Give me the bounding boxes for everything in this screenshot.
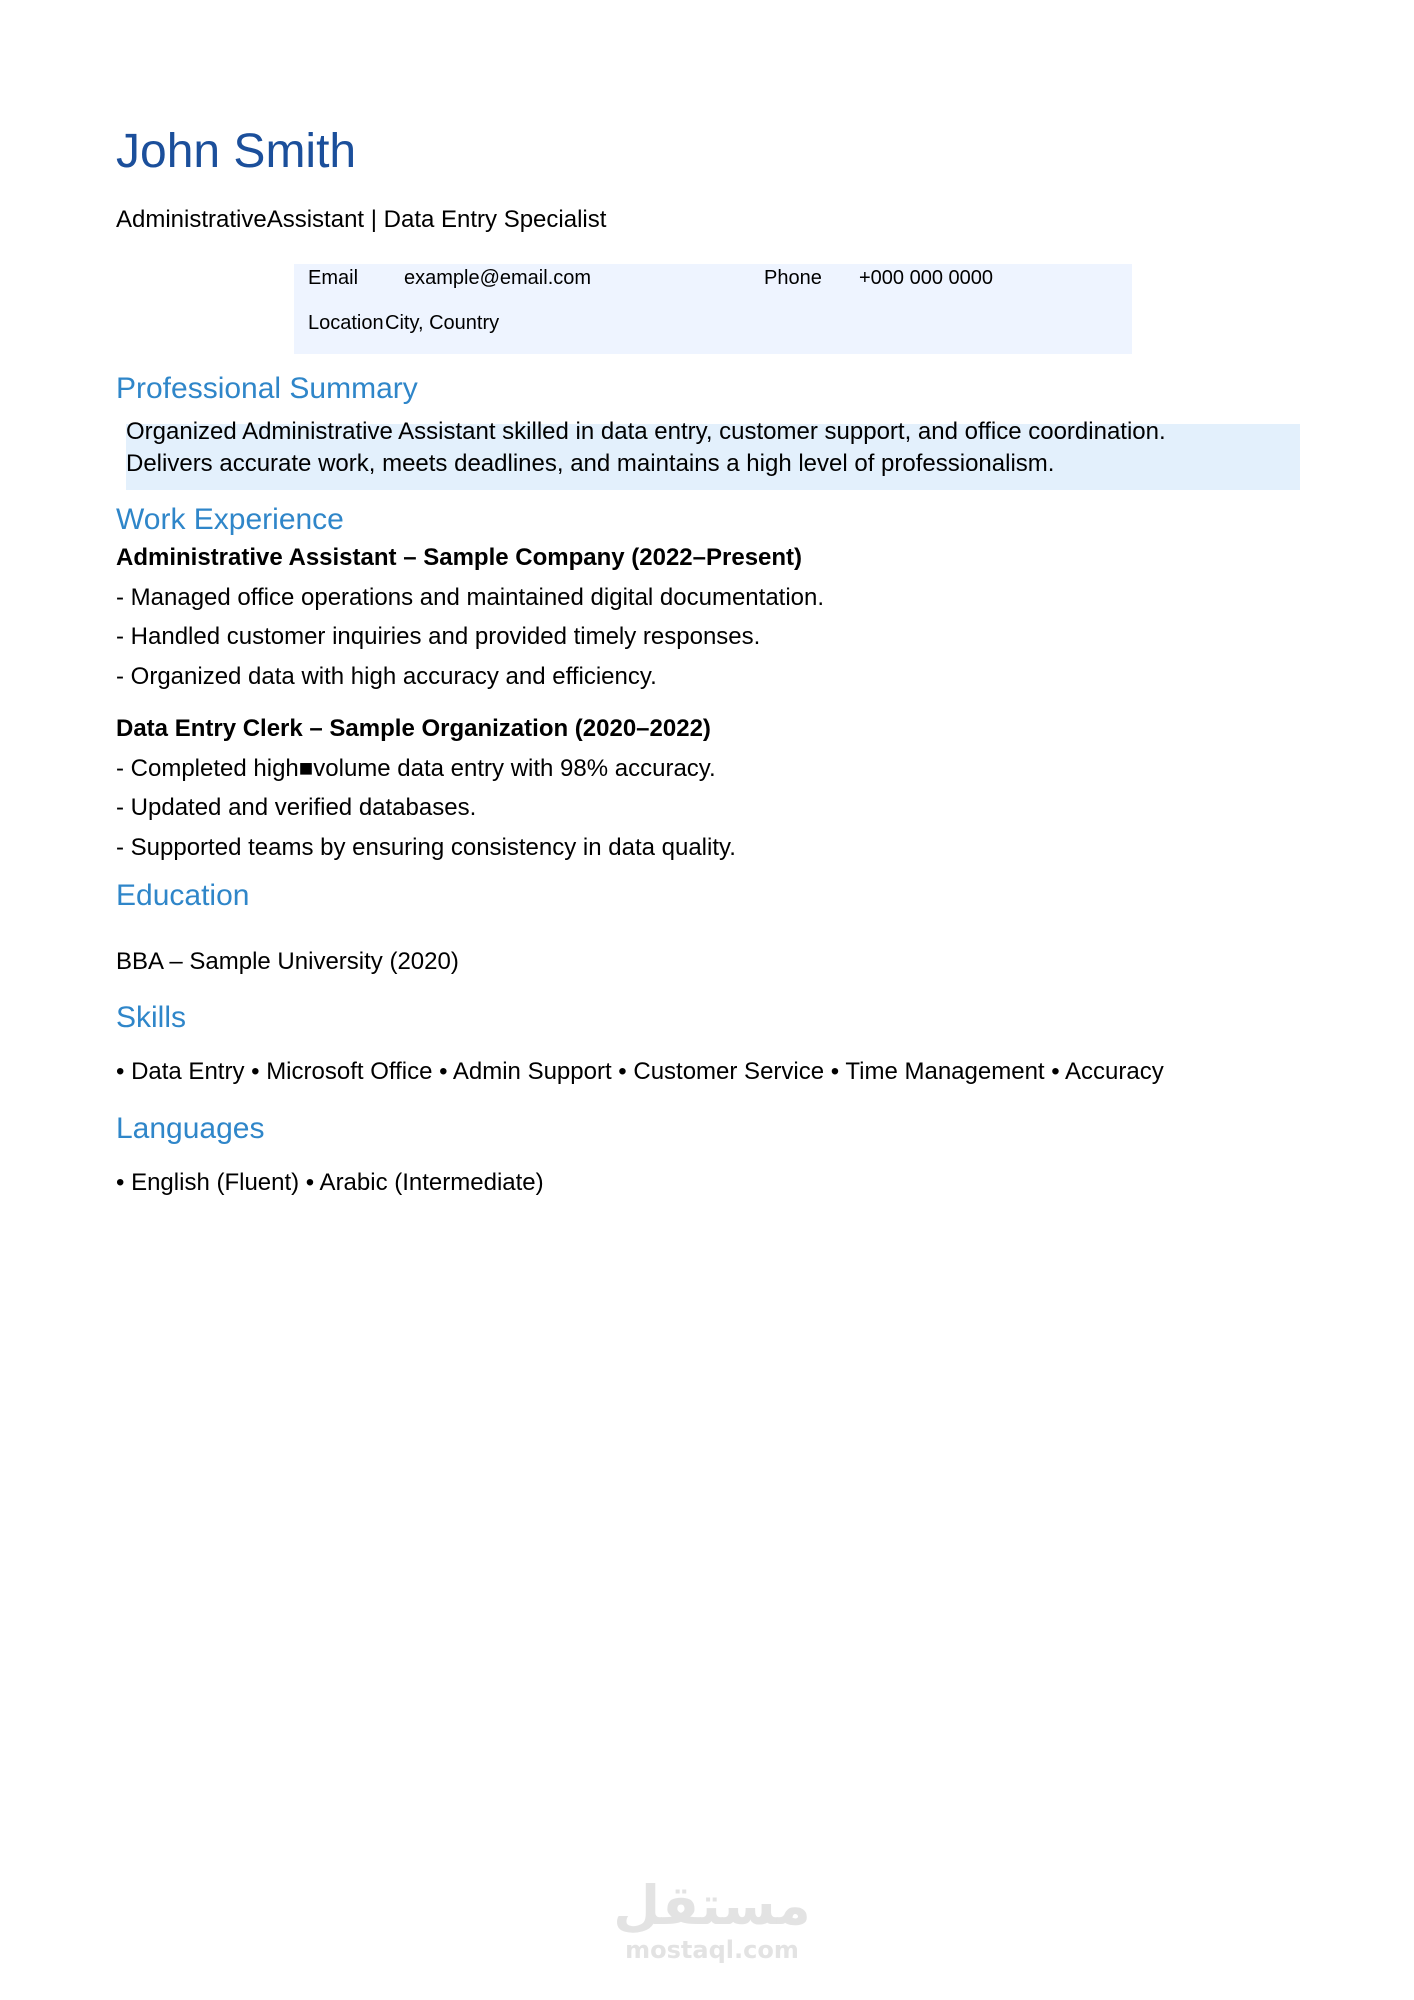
email-value: example@email.com [404,267,592,289]
languages-title: Languages [116,1112,265,1145]
summary-line: Delivers accurate work, meets deadlines, and maintains a high level of professionalism. [126,450,1055,477]
phone-value: +000 000 0000 [859,267,994,289]
job-title: Data Entry Clerk – Sample Organization (2020–2022) [116,715,711,742]
watermark-latin: mostaql.com [625,1936,799,1964]
job-bullet: - Updated and verified databases. [116,794,477,821]
experience-title: Work Experience [116,503,344,536]
skills-title: Skills [116,1001,187,1034]
languages-list: • English (Fluent) • Arabic (Intermediate) [116,1169,544,1196]
job-bullet: - Supported teams by ensuring consistency in data quality. [116,834,736,861]
watermark-arabic: مستقل [613,1874,811,1937]
job-bullet: - Managed office operations and maintained digital documentation. [116,584,825,611]
job-bullet: - Organized data with high accuracy and efficiency. [116,663,657,690]
contact-box [294,264,1132,354]
candidate-subtitle: AdministrativeAssistant | Data Entry Specialist [116,206,607,233]
location-value: City, Country [385,312,500,334]
watermark-logo [612,1876,812,1964]
job-title: Administrative Assistant – Sample Company (2022–Present) [116,544,803,571]
summary-text [126,416,1326,480]
education-title: Education [116,879,250,912]
location-label: Location [308,312,384,334]
summary-title: Professional Summary [116,372,418,405]
phone-label: Phone [764,267,822,289]
job-bullet: - Handled customer inquiries and provided timely responses. [116,623,761,650]
skills-list: • Data Entry • Microsoft Office • Admin Support • Customer Service • Time Management • Accuracy [116,1058,1164,1085]
summary-line: Organized Administrative Assistant skilled in data entry, customer support, and office coordination. [126,418,1166,445]
email-label: Email [308,267,359,289]
education-entry: BBA – Sample University (2020) [116,948,459,975]
candidate-name: John Smith [116,125,357,178]
job-bullet: - Completed high■volume data entry with 98% accuracy. [116,755,716,782]
